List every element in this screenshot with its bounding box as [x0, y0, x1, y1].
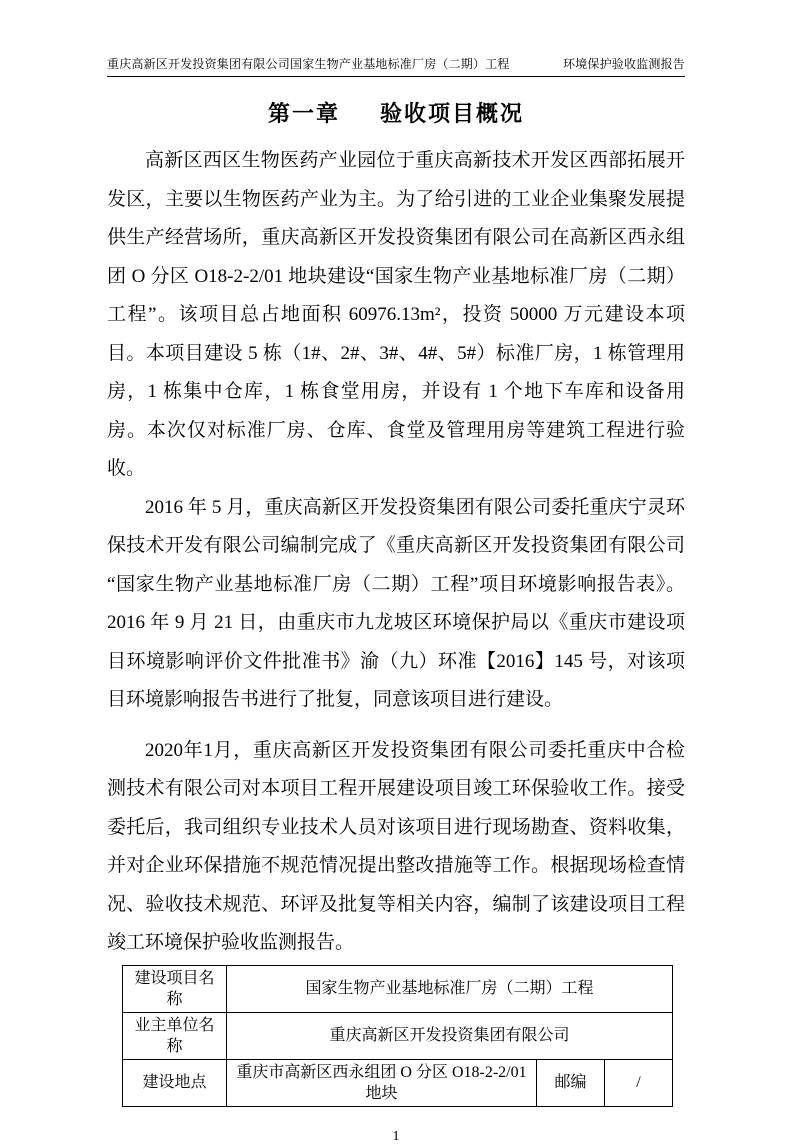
table-row-owner-name	[123, 1012, 673, 1059]
body-paragraph-1: 高新区西区生物医药产业园位于重庆高新技术开发区西部拓展开发区，主要以生物医药产业为主。为了给引进的工业企业集聚发展提供生产经营场所，重庆高新区开发投资集团有限公司在高新区西永组团 O 分区 O18-2-2/01 地块建设“国家生物产业基地标准厂房（二期）工程”。该项目总占地面积 60976.13m²，投资 50000 万元建设本项目。本项目建设 5 栋（1#、2#、3#、4#、5#）标准厂房，1 栋管理用房，1 栋集中仓库，1 栋食堂用房，并设有 1 个地下车库和设备用房。本次仅对标准厂房、仓库、食堂及管理用房等建筑工程进行验收。	[107, 150, 685, 479]
row-value: 国家生物产业基地标准厂房（二期）工程	[227, 965, 673, 1012]
row-label: 建设地点	[123, 1059, 227, 1106]
body-paragraph-2: 2016 年 5 月，重庆高新区开发投资集团有限公司委托重庆宁灵环保技术开发有限公司编制完成了《重庆高新区开发投资集团有限公司“国家生物产业基地标准厂房（二期）工程”项目环境影响报告表》。2016 年 9 月 21 日，由重庆市九龙坡区环境保护局以《重庆市建设项目环境影响评价文件批准书》渝（九）环准【2016】145 号，对该项目环境影响报告书进行了批复，同意该项目进行建设。	[107, 496, 685, 710]
page-number: 1	[392, 1128, 400, 1144]
page-header	[107, 57, 685, 77]
postcode-value: /	[605, 1059, 673, 1106]
chapter-title	[107, 99, 685, 129]
project-info-table	[122, 965, 673, 1107]
table-row-location	[123, 1059, 673, 1106]
row-label: 建设项目名称	[123, 965, 227, 1012]
header-right-text: 环境保护验收监测报告	[562, 57, 685, 71]
table-row-project-name	[123, 965, 673, 1012]
header-left-text: 重庆高新区开发投资集团有限公司国家生物产业基地标准厂房（二期）工程	[107, 57, 510, 71]
row-label: 业主单位名称	[123, 1012, 227, 1059]
postcode-label: 邮编	[537, 1059, 605, 1106]
row-value: 重庆高新区开发投资集团有限公司	[227, 1012, 673, 1059]
chapter-number: 第一章	[267, 101, 340, 126]
row-value: 重庆市高新区西永组团 O 分区 O18-2-2/01 地块	[227, 1059, 537, 1106]
chapter-name: 验收项目概况	[380, 101, 525, 126]
body-paragraph-3: 2020年1月，重庆高新区开发投资集团有限公司委托重庆中合检测技术有限公司对本项目工程开展建设项目竣工环保验收工作。接受委托后，我司组织专业技术人员对该项目进行现场勘查、资料收集，并对企业环保措施不规范情况提出整改措施等工作。根据现场检查情况、验收技术规范、环评及批复等相关内容，编制了该建设项目工程竣工环境保护验收监测报告。	[107, 739, 685, 953]
